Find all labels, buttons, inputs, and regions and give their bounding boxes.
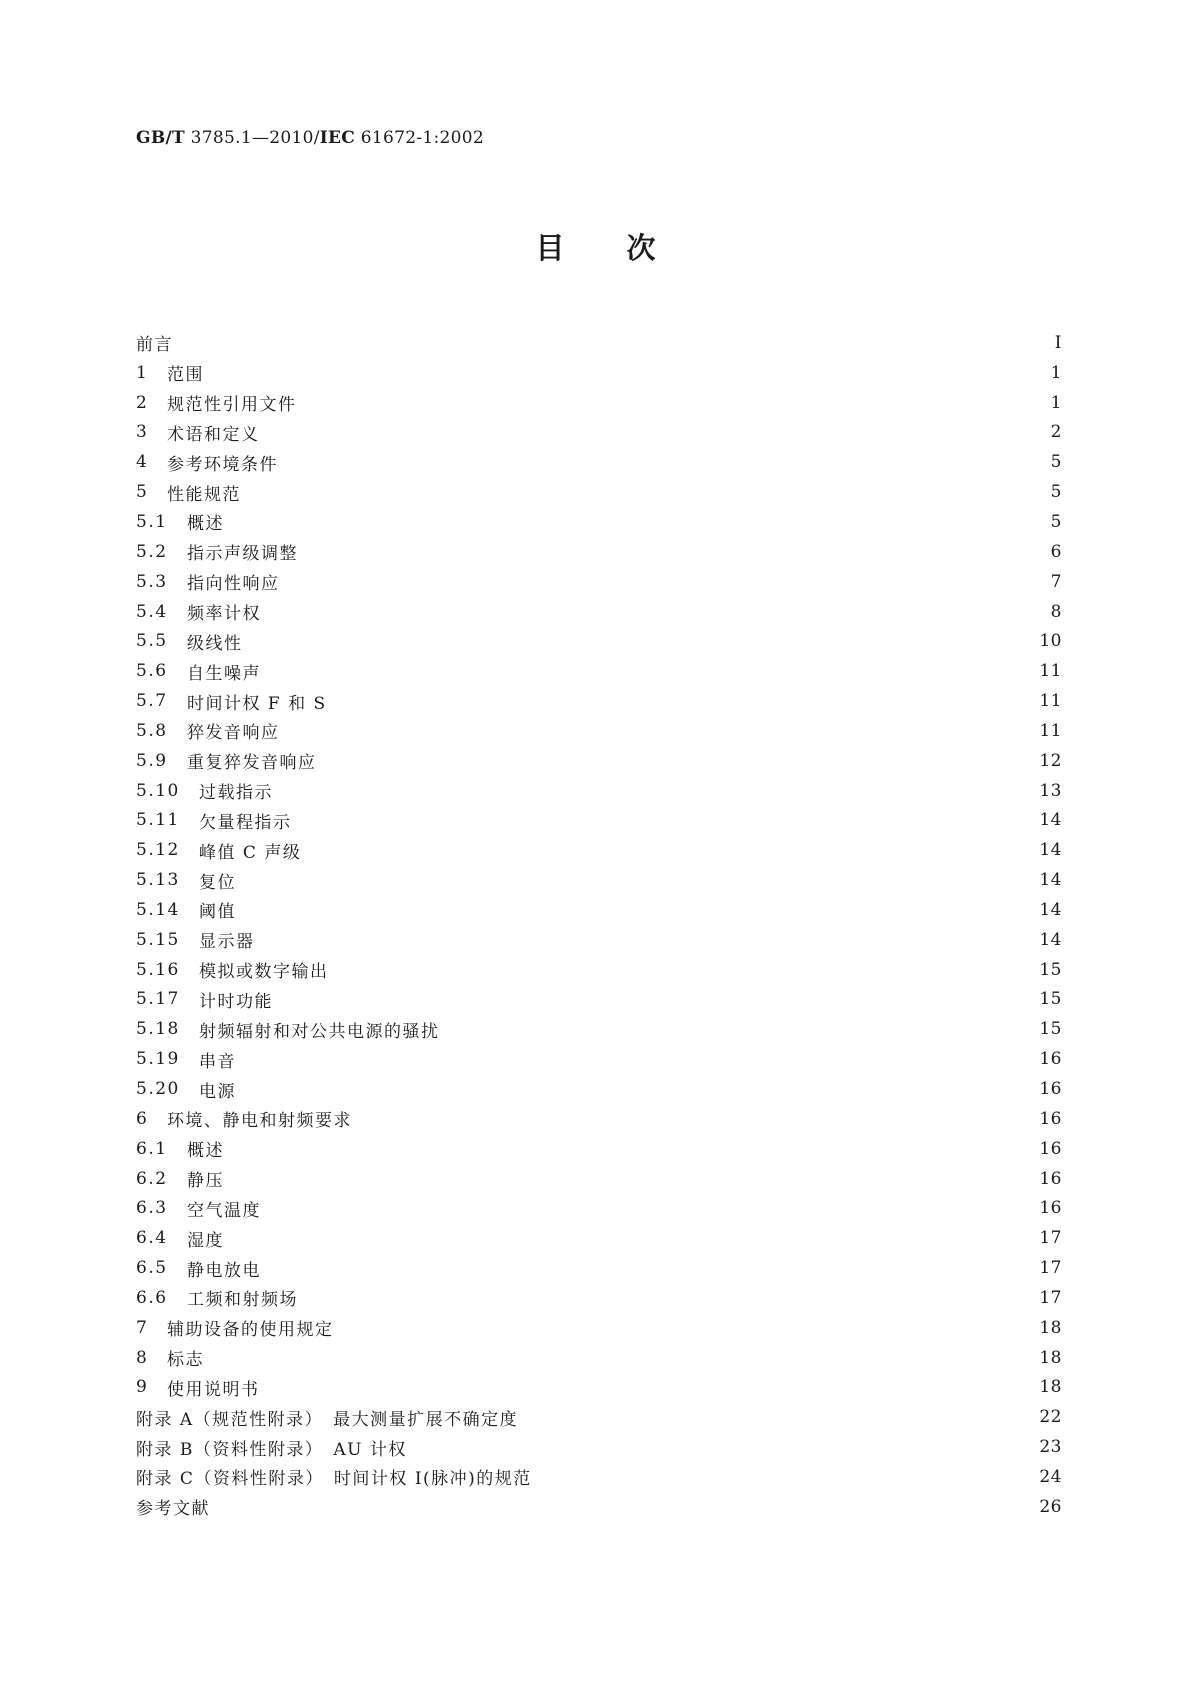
toc-entry[interactable] <box>136 686 1062 716</box>
toc-entry[interactable] <box>136 716 1062 746</box>
header-iec-prefix: IEC <box>319 128 356 148</box>
header-iec: 61672-1:2002 <box>355 128 485 148</box>
toc-entry-page: 23 <box>1039 1437 1062 1458</box>
toc-entry[interactable] <box>136 1373 1062 1403</box>
toc-entry-number: 8 <box>136 1347 149 1368</box>
toc-entry-page: 15 <box>1039 989 1062 1010</box>
toc-entry-page: 17 <box>1039 1287 1062 1308</box>
toc-entry-page: 18 <box>1039 1347 1062 1368</box>
toc-entry-number: 6.6 <box>136 1287 168 1308</box>
toc-entry-number: 5.13 <box>136 870 180 891</box>
toc-dot-leader <box>267 603 1042 620</box>
toc-entry-number: 5.18 <box>136 1019 180 1040</box>
toc-entry-title: 性能规范 <box>167 484 241 505</box>
toc-dot-leader <box>224 1170 1033 1187</box>
toc-dot-leader <box>284 454 1042 471</box>
toc-entry-number: 5.11 <box>136 810 180 831</box>
toc-entry[interactable] <box>136 328 1062 358</box>
toc-entry-title: 显示器 <box>199 932 255 953</box>
toc-entry-page: 11 <box>1039 691 1062 712</box>
toc-dot-leader <box>261 931 1034 948</box>
toc-entry-title: 静压 <box>187 1171 224 1192</box>
toc-dot-leader <box>446 1021 1034 1038</box>
toc-entry[interactable] <box>136 1402 1062 1432</box>
toc-entry-title: 工频和射频场 <box>187 1290 298 1311</box>
toc-entry[interactable] <box>136 1223 1062 1253</box>
toc-entry-page: 18 <box>1039 1377 1062 1398</box>
toc-entry-page: 14 <box>1039 870 1062 891</box>
toc-entry-title: 标志 <box>167 1350 204 1371</box>
toc-entry-title: 模拟或数字输出 <box>199 962 329 983</box>
toc-entry-page: 14 <box>1039 840 1062 861</box>
toc-entry-page: 16 <box>1039 1079 1062 1100</box>
toc-entry[interactable] <box>136 955 1062 985</box>
toc-dot-leader <box>333 693 1034 710</box>
toc-entry-title: 指向性响应 <box>187 574 280 595</box>
toc-entry-title: 概述 <box>187 514 224 535</box>
toc-entry[interactable] <box>136 656 1062 686</box>
toc-entry-number: 5.3 <box>136 571 168 592</box>
toc-dot-leader <box>279 782 1033 799</box>
toc-entry-title: 串音 <box>199 1051 236 1072</box>
toc-entry-page: 10 <box>1039 631 1062 652</box>
document-header <box>136 128 484 148</box>
toc-entry-title: 规范性引用文件 <box>167 395 297 416</box>
toc-entry-page: 16 <box>1039 1108 1062 1129</box>
toc-entry[interactable] <box>136 1074 1062 1104</box>
toc-dot-leader <box>298 1289 1033 1306</box>
toc-entry-number: 5.9 <box>136 750 168 771</box>
toc-entry[interactable] <box>136 1462 1062 1492</box>
toc-entry-page: 26 <box>1039 1496 1062 1517</box>
toc-entry[interactable] <box>136 1044 1062 1074</box>
toc-entry-page: 8 <box>1050 601 1062 622</box>
toc-dot-leader <box>307 842 1033 859</box>
toc-dot-leader <box>230 513 1042 530</box>
toc-entry-number: 5.7 <box>136 691 168 712</box>
toc-entry[interactable] <box>136 1134 1062 1164</box>
toc-entry-title: 使用说明书 <box>167 1379 260 1400</box>
toc-entry[interactable] <box>136 537 1062 567</box>
toc-dot-leader <box>304 543 1042 560</box>
toc-entry-page: 14 <box>1039 899 1062 920</box>
toc-entry-page: 6 <box>1050 541 1062 562</box>
toc-entry-number: 5.4 <box>136 601 168 622</box>
toc-entry[interactable] <box>136 388 1062 418</box>
toc-entry-number: 6.4 <box>136 1228 168 1249</box>
toc-entry[interactable] <box>136 597 1062 627</box>
toc-entry-title: 湿度 <box>187 1230 224 1251</box>
toc-entry-page: 16 <box>1039 1138 1062 1159</box>
toc-dot-leader <box>298 812 1034 829</box>
toc-dot-leader <box>280 722 1034 739</box>
toc-entry-title: 空气温度 <box>187 1200 261 1221</box>
toc-entry-title: 电源 <box>199 1081 236 1102</box>
toc-entry-title: 概述 <box>187 1141 224 1162</box>
toc-entry-page: 13 <box>1039 780 1062 801</box>
toc-entry-title: 指示声级调整 <box>187 544 298 565</box>
toc-entry-page: 1 <box>1050 362 1062 383</box>
toc-entry[interactable] <box>136 567 1062 597</box>
toc-entry-title: 阈值 <box>199 902 236 923</box>
toc-entry-number: 3 <box>136 422 149 443</box>
toc-entry[interactable] <box>136 835 1062 865</box>
toc-entry-title: 附录 A（规范性附录） 最大测量扩展不确定度 <box>136 1409 519 1430</box>
toc-dot-leader <box>243 633 1034 650</box>
header-standard: 3785.1—2010/ <box>184 128 320 148</box>
toc-entry-page: 7 <box>1050 571 1062 592</box>
toc-dot-leader <box>210 364 1042 381</box>
toc-dot-leader <box>518 1409 1033 1426</box>
toc-dot-leader <box>242 901 1033 918</box>
toc-entry-page: 17 <box>1039 1258 1062 1279</box>
toc-entry-number: 6.5 <box>136 1258 168 1279</box>
toc-entry-title: 自生噪声 <box>187 663 261 684</box>
toc-entry-page: 15 <box>1039 959 1062 980</box>
toc-entry-title: 附录 B（资料性附录） AU 计权 <box>136 1439 407 1460</box>
toc-entry-title: 重复猝发音响应 <box>187 753 317 774</box>
toc-dot-leader <box>242 1081 1033 1098</box>
toc-dot-leader <box>179 334 1042 351</box>
toc-entry[interactable] <box>136 1283 1062 1313</box>
toc-dot-leader <box>266 424 1043 441</box>
toc-entry-number: 9 <box>136 1377 149 1398</box>
toc-entry[interactable] <box>136 447 1062 477</box>
toc-entry[interactable] <box>136 806 1062 836</box>
toc-entry-page: 5 <box>1050 482 1062 503</box>
toc-entry[interactable] <box>136 1492 1062 1522</box>
toc-entry-page: 11 <box>1039 720 1062 741</box>
toc-entry[interactable] <box>136 746 1062 776</box>
toc-entry-title: 术语和定义 <box>167 424 260 445</box>
toc-entry-number: 4 <box>136 452 149 473</box>
toc-entry-page: 16 <box>1039 1049 1062 1070</box>
toc-entry-title: 频率计权 <box>187 604 261 625</box>
toc-entry-number: 5.16 <box>136 959 180 980</box>
toc-entry-number: 5.15 <box>136 929 180 950</box>
toc-entry-title: 过载指示 <box>199 783 273 804</box>
toc-entry[interactable] <box>136 925 1062 955</box>
toc-entry[interactable] <box>136 865 1062 895</box>
toc-entry[interactable] <box>136 1253 1062 1283</box>
toc-entry-number: 5.12 <box>136 840 180 861</box>
toc-entry[interactable] <box>136 1164 1062 1194</box>
toc-dot-leader <box>216 1498 1033 1515</box>
toc-entry-page: 5 <box>1050 511 1062 532</box>
toc-entry-page: 16 <box>1039 1168 1062 1189</box>
toc-entry-title: 计时功能 <box>199 991 273 1012</box>
toc-entry-number: 5.10 <box>136 780 180 801</box>
toc-entry-title: 辅助设备的使用规定 <box>167 1320 334 1341</box>
toc-entry-page: 5 <box>1050 452 1062 473</box>
toc-entry-page: 2 <box>1050 422 1062 443</box>
toc-dot-leader <box>261 663 1033 680</box>
toc-entry-title: 参考环境条件 <box>167 454 278 475</box>
toc-entry-title: 参考文献 <box>136 1499 210 1520</box>
toc-dot-leader <box>247 484 1042 501</box>
toc-dot-leader <box>261 1200 1033 1217</box>
toc-entry-number: 5.5 <box>136 631 168 652</box>
toc-entry[interactable] <box>136 1014 1062 1044</box>
toc-entry-page: Ⅰ <box>1054 332 1062 353</box>
toc-entry[interactable] <box>136 626 1062 656</box>
toc-entry[interactable] <box>136 1313 1062 1343</box>
toc-entry-title: 前言 <box>136 335 173 356</box>
toc-entry-page: 11 <box>1039 661 1062 682</box>
toc-entry-title: 范围 <box>167 365 204 386</box>
toc-dot-leader <box>279 991 1033 1008</box>
toc-entry[interactable] <box>136 477 1062 507</box>
toc-dot-leader <box>242 1051 1033 1068</box>
toc-entry[interactable] <box>136 776 1062 806</box>
toc-entry-title: 级线性 <box>187 633 243 654</box>
toc-entry-page: 16 <box>1039 1198 1062 1219</box>
toc-dot-leader <box>358 1110 1033 1127</box>
toc-entry[interactable] <box>136 507 1062 537</box>
toc-entry-title: 静电放电 <box>187 1260 261 1281</box>
toc-entry-number: 5.1 <box>136 511 168 532</box>
toc-entry-title: 欠量程指示 <box>199 812 292 833</box>
toc-entry-number: 6.3 <box>136 1198 168 1219</box>
toc-entry-number: 5.14 <box>136 899 180 920</box>
toc-entry-page: 15 <box>1039 1019 1062 1040</box>
toc-entry[interactable] <box>136 418 1062 448</box>
toc-entry-page: 18 <box>1039 1317 1062 1338</box>
toc-dot-leader <box>224 1140 1033 1157</box>
toc-entry-title: 附录 C（资料性附录） 时间计权 I(脉冲)的规范 <box>136 1469 532 1490</box>
table-of-contents <box>136 328 1062 1522</box>
toc-dot-leader <box>413 1439 1033 1456</box>
toc-entry[interactable] <box>136 1343 1062 1373</box>
toc-entry-title: 复位 <box>199 872 236 893</box>
toc-entry-number: 2 <box>136 392 149 413</box>
toc-dot-leader <box>204 1349 1033 1366</box>
toc-entry-number: 5.17 <box>136 989 180 1010</box>
toc-entry-title: 猝发音响应 <box>187 723 280 744</box>
toc-entry[interactable] <box>136 1193 1062 1223</box>
toc-entry-number: 7 <box>136 1317 149 1338</box>
toc-entry[interactable] <box>136 358 1062 388</box>
toc-dot-leader <box>334 1319 1034 1336</box>
toc-entry-number: 1 <box>136 362 149 383</box>
toc-entry-page: 1 <box>1050 392 1062 413</box>
toc-entry-title: 射频辐射和对公共电源的骚扰 <box>199 1021 440 1042</box>
toc-entry-page: 22 <box>1039 1407 1062 1428</box>
toc-entry-number: 5 <box>136 482 149 503</box>
toc-entry-number: 5.8 <box>136 720 168 741</box>
toc-entry-number: 6.1 <box>136 1138 168 1159</box>
toc-entry-page: 14 <box>1039 929 1062 950</box>
toc-entry-number: 5.6 <box>136 661 168 682</box>
toc-dot-leader <box>335 961 1034 978</box>
toc-dot-leader <box>224 1230 1033 1247</box>
toc-dot-leader <box>286 573 1043 590</box>
toc-entry-title: 时间计权 F 和 S <box>187 693 327 714</box>
toc-entry[interactable] <box>136 1432 1062 1462</box>
toc-entry-number: 5.20 <box>136 1079 180 1100</box>
toc-dot-leader <box>260 1379 1034 1396</box>
toc-dot-leader <box>242 872 1033 889</box>
page-title: 目次 <box>535 231 718 265</box>
toc-entry-page: 24 <box>1039 1466 1062 1487</box>
toc-entry-page: 14 <box>1039 810 1062 831</box>
toc-dot-leader <box>303 394 1043 411</box>
toc-entry-page: 12 <box>1039 750 1062 771</box>
toc-entry[interactable] <box>136 985 1062 1015</box>
toc-entry-number: 5.19 <box>136 1049 180 1070</box>
toc-entry-title: 峰值 C 声级 <box>199 842 302 863</box>
header-prefix: GB/T <box>136 128 185 148</box>
toc-entry-page: 17 <box>1039 1228 1062 1249</box>
toc-entry-number: 6 <box>136 1108 149 1129</box>
toc-entry-number: 6.2 <box>136 1168 168 1189</box>
toc-entry-title: 环境、静电和射频要求 <box>167 1111 352 1132</box>
toc-dot-leader <box>538 1468 1034 1485</box>
toc-entry-number: 5.2 <box>136 541 168 562</box>
toc-dot-leader <box>261 1260 1033 1277</box>
toc-entry[interactable] <box>136 895 1062 925</box>
toc-entry[interactable] <box>136 1104 1062 1134</box>
toc-dot-leader <box>317 752 1034 769</box>
